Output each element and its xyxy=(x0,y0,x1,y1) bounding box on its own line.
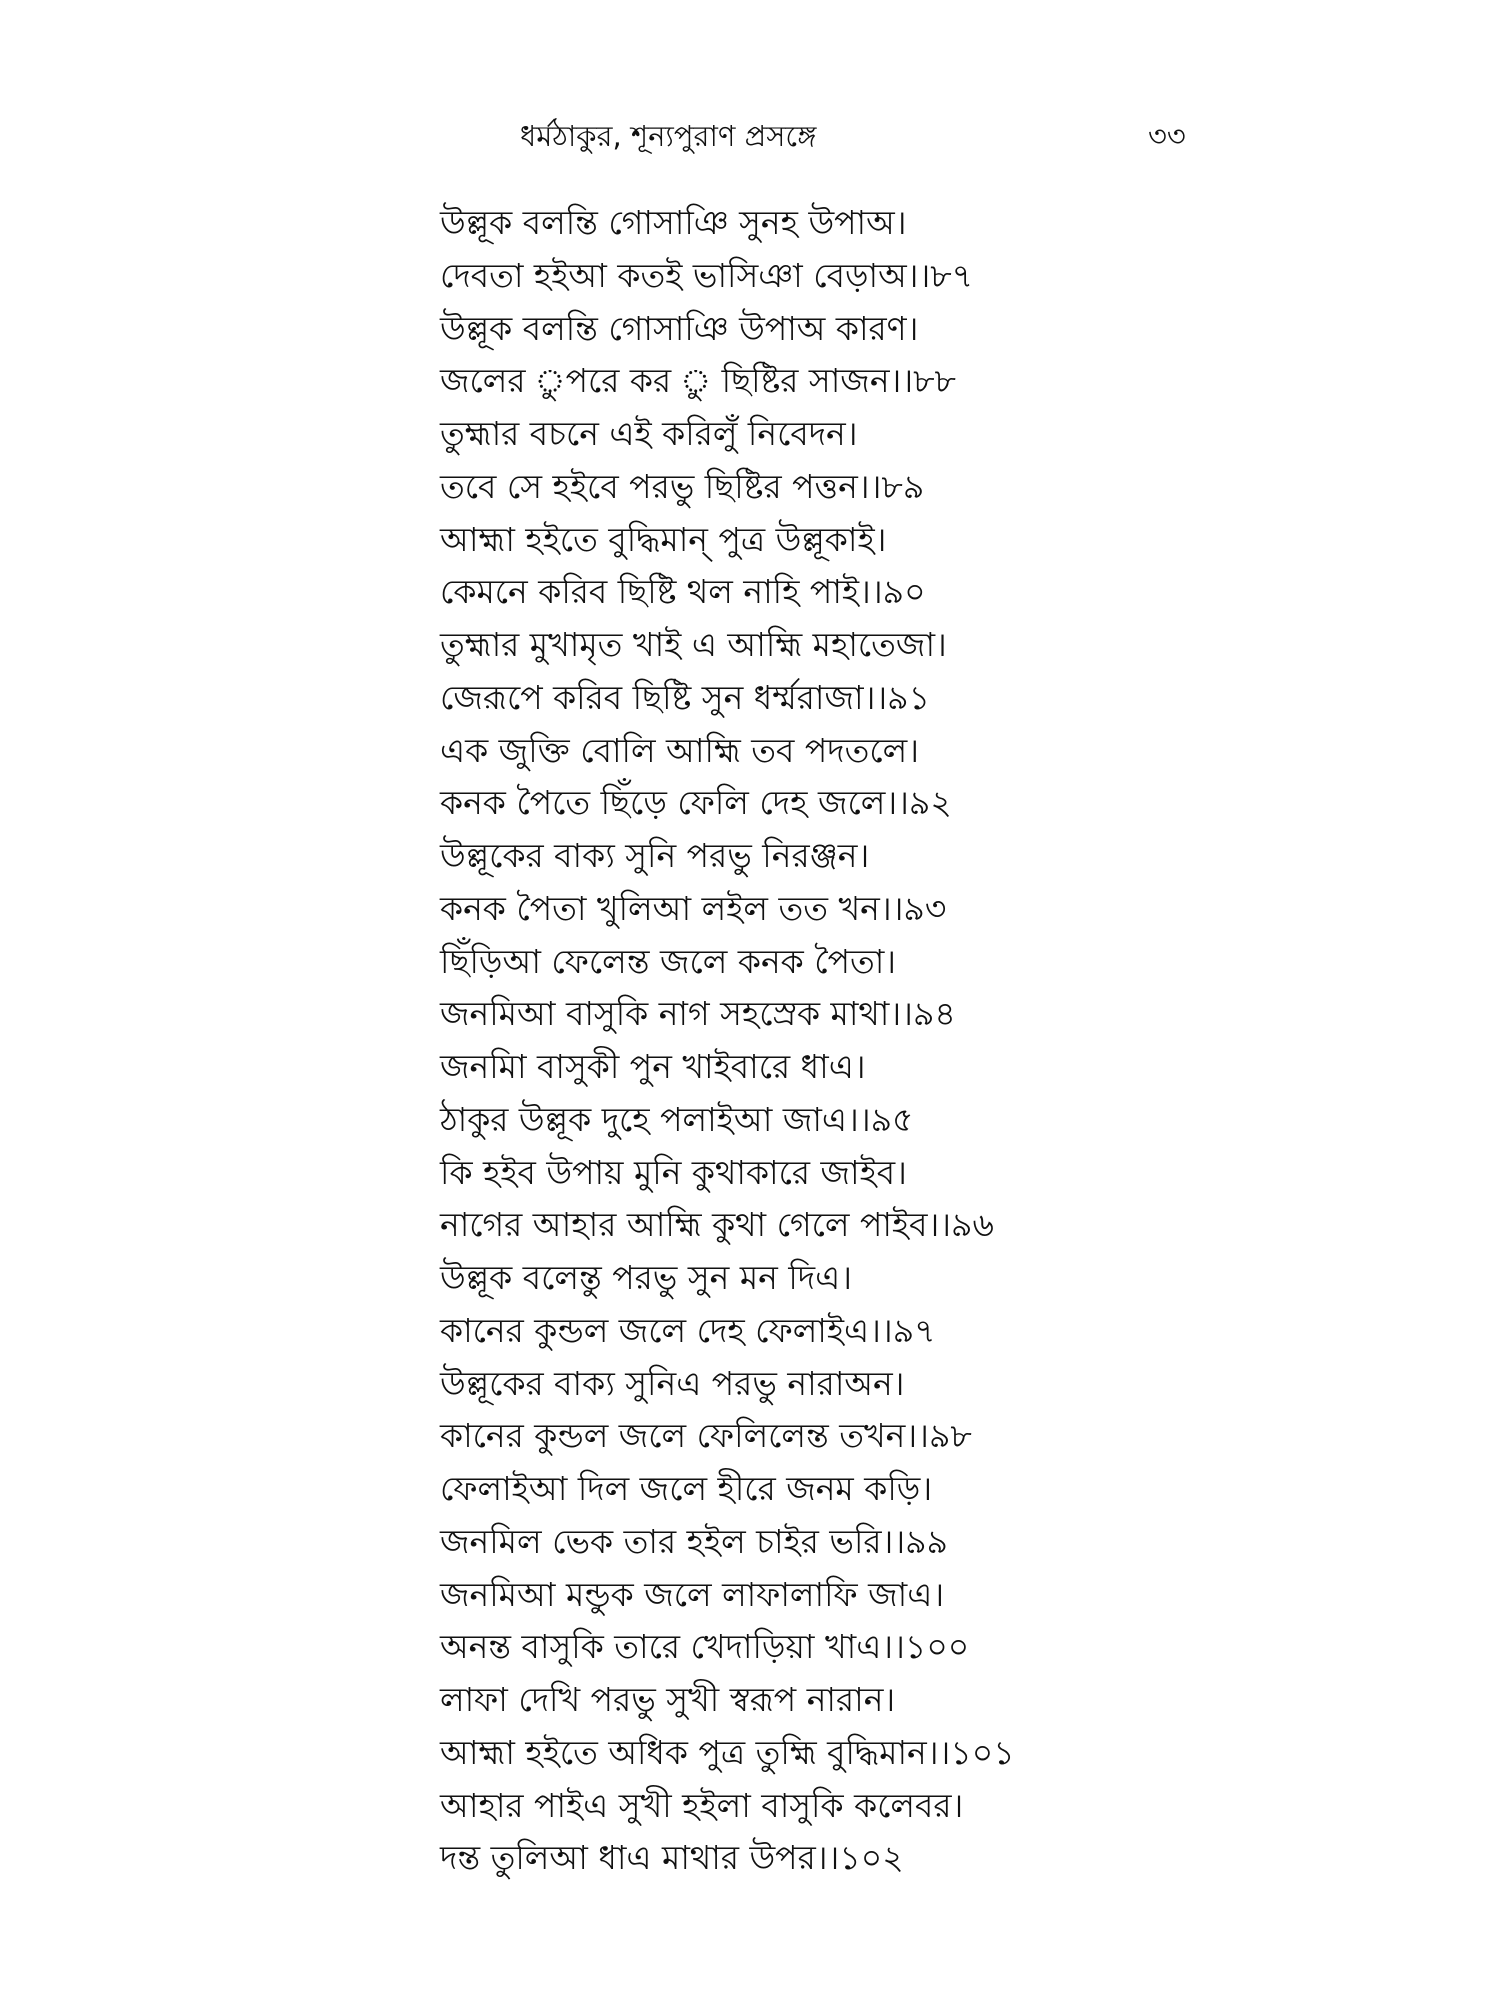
verse-line: অনন্ত বাসুকি তারে খেদাড়িয়া খাএ।।১০০ xyxy=(440,1627,970,1667)
verse-line: কানের কুন্ডল জলে দেহ ফেলাইএ।।৯৭ xyxy=(440,1310,936,1350)
verse-line: উল্লূক বলন্তি গোসাঞি উপাঅ কারণ। xyxy=(440,308,919,348)
verse-line: উল্লূকের বাক্য সুনি পরভু নিরঞ্জন। xyxy=(440,836,870,875)
verse-line: এক জুক্তি বোলি আহ্মি তব পদতলে। xyxy=(440,730,920,770)
running-title: ধর্মঠাকুর, শূন্যপুরাণ প্রসঙ্গে xyxy=(520,119,817,153)
verse-line: দন্ত তুলিআ ধাএ মাথার উপর।।১০২ xyxy=(440,1838,904,1878)
verse-line: কনক পৈতে ছিঁড়ে ফেলি দেহ জলে।।৯২ xyxy=(440,783,952,823)
verse-line: জনমিল ভেক তার হইল চাইর ভরি।।৯৯ xyxy=(440,1521,948,1561)
verse-line: উল্লূক বলেন্তু পরভু সুন মন দিএ। xyxy=(440,1258,853,1297)
verse-line: তুহ্মার মুখামৃত খাই এ আহ্মি মহাতেজা। xyxy=(440,625,947,664)
verse-line: আহ্মা হইতে বুদ্ধিমান্ পুত্র উল্লূকাই। xyxy=(440,519,887,559)
verse-line: জনমিআ বাসুকি নাগ সহস্রেক মাথা।।৯৪ xyxy=(440,994,956,1034)
verse-line: তবে সে হইবে পরভু ছিষ্টির পত্তন।।৮৯ xyxy=(440,466,925,506)
verse-line: লাফা দেখি পরভু সুখী স্বরূপ নারান। xyxy=(440,1680,896,1719)
verse-line: উল্লূক বলন্তি গোসাঞি সুনহ উপাঅ। xyxy=(440,203,907,242)
verse-line: ফেলাইআ দিল জলে হীরে জনম কড়ি। xyxy=(440,1469,933,1508)
page-number: ৩৩ xyxy=(1148,119,1186,153)
verse-line: জলের ুপরে কর ু ছিষ্টির সাজন।।৮৮ xyxy=(440,361,956,401)
verse-line: ঠাকুর উল্লূক দুহে পলাইআ জাএ।।৯৫ xyxy=(440,1099,914,1139)
verse-line: জনমিা বাসুকী পুন খাইবারে ধাএ। xyxy=(440,1047,866,1086)
verse-list xyxy=(440,197,1450,1885)
verse-line: কানের কুন্ডল জলে ফেলিলেন্ত তখন।।৯৮ xyxy=(440,1416,972,1456)
verse-line: জেরূপে করিব ছিষ্টি সুন ধর্ম্মরাজা।।৯১ xyxy=(440,677,931,717)
verse-line: আহ্মা হইতে অধিক পুত্র তুহ্মি বুদ্ধিমান।।১০১ xyxy=(440,1732,1015,1772)
verse-line: কনক পৈতা খুলিআ লইল তত খন।।৯৩ xyxy=(440,888,947,928)
verse-line: উল্লূকের বাক্য সুনিএ পরভু নারাঅন। xyxy=(440,1363,905,1403)
verse-line: তুহ্মার বচনে এই করিলুঁ নিবেদন। xyxy=(440,414,858,453)
verse-line: নাগের আহার আহ্মি কুথা গেলে পাইব।।৯৬ xyxy=(440,1205,994,1245)
verse-line: দেবতা হইআ কতই ভাসিঞা বেড়াঅ।।৮৭ xyxy=(440,255,974,295)
verse-line: জনমিআ মন্ডুক জলে লাফালাফি জাএ। xyxy=(440,1574,945,1614)
verse-line: ছিঁড়িআ ফেলেন্ত জলে কনক পৈতা। xyxy=(440,941,897,981)
verse-line: কেমনে করিব ছিষ্টি থল নাহি পাই।।৯০ xyxy=(440,572,926,612)
verse-line: আহার পাইএ সুখী হইলা বাসুকি কলেবর। xyxy=(440,1785,964,1825)
verse-line: কি হইব উপায় মুনি কুথাকারে জাইব। xyxy=(440,1152,907,1192)
